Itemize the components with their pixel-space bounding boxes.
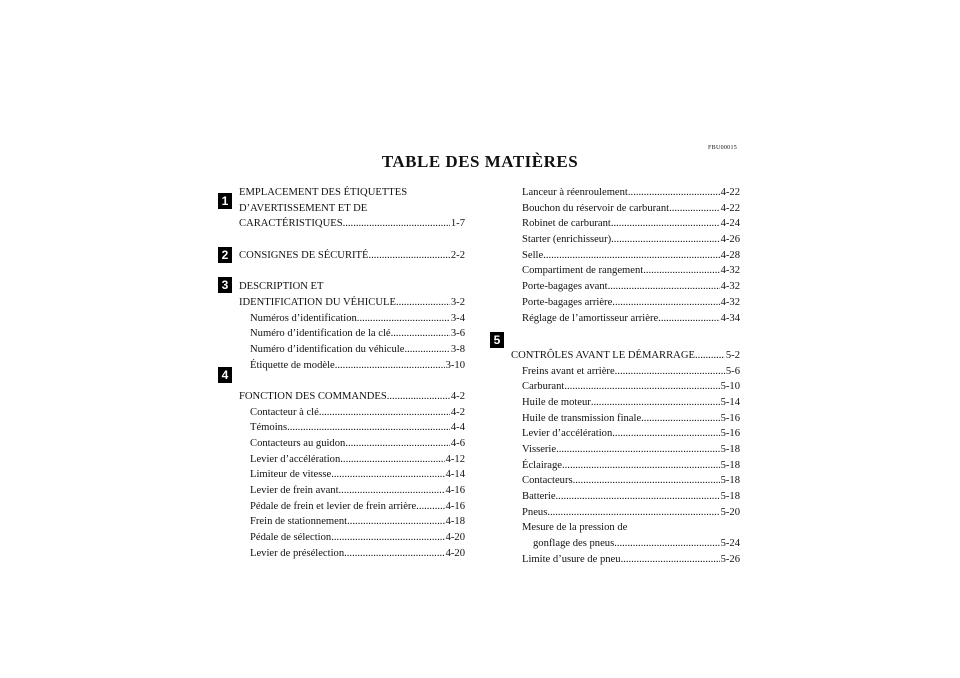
toc-entry[interactable]: Levier d’accélération ..... 4-12: [239, 452, 465, 468]
entry-label: CARACTÉRISTIQUES: [239, 218, 343, 230]
toc-entry[interactable]: Porte-bagages arrière ..... 4-32: [511, 295, 740, 311]
toc-entry[interactable]: Limite d’usure de pneu ..... 5-26: [511, 552, 740, 568]
toc-entry[interactable]: Porte-bagages avant ..... 4-32: [511, 279, 740, 295]
toc-entry-label-line: Mesure de la pression de: [522, 522, 628, 534]
section-tab-4: 4: [218, 367, 232, 383]
toc-entry[interactable]: Pneus ..... 5-20: [511, 505, 740, 521]
toc-entry[interactable]: Visserie ..... 5-18: [511, 442, 740, 458]
toc-entry[interactable]: Contacteurs au guidon ..... 4-6: [239, 436, 465, 452]
toc-entry[interactable]: Étiquette de modèle ..... 3-10: [239, 358, 465, 374]
toc-entry[interactable]: Levier de frein avant ..... 4-16: [239, 483, 465, 499]
toc-entry[interactable]: Pédale de frein et levier de frein arrière ..... 4-16: [239, 499, 465, 515]
entry-page: 1-7: [450, 218, 465, 230]
toc-entry-section-3[interactable]: [239, 295, 465, 311]
document-code: FBU00015: [708, 145, 738, 151]
section-tab-1: 1: [218, 193, 232, 209]
toc-entry[interactable]: Compartiment de rangement ..... 4-32: [511, 263, 740, 279]
toc-entry-section-2[interactable]: [239, 248, 465, 264]
entry-label: IDENTIFICATION DU VÉHICULE: [239, 296, 396, 308]
entry-label: CONSIGNES DE SÉCURITÉ: [239, 249, 369, 261]
toc-entry[interactable]: Pédale de sélection ..... 4-20: [239, 530, 465, 546]
toc-entry[interactable]: Témoins ..... 4-4: [239, 420, 465, 436]
toc-entry[interactable]: gonflage des pneus ..... 5-24: [511, 536, 740, 552]
toc-entry[interactable]: Éclairage ..... 5-18: [511, 458, 740, 474]
toc-entry[interactable]: Numéro d’identification de la clé ..... 3-6: [239, 326, 465, 342]
section-tab-3: 3: [218, 277, 232, 293]
section-3-heading-line: DESCRIPTION ET: [239, 281, 324, 293]
toc-entry[interactable]: Limiteur de vitesse ..... 4-14: [239, 467, 465, 483]
toc-entry[interactable]: Robinet de carburant ..... 4-24: [511, 216, 740, 232]
entry-label: FONCTION DES COMMANDES: [239, 390, 387, 402]
toc-entry-section-4[interactable]: [239, 389, 465, 405]
page-title: TABLE DES MATIÈRES: [381, 152, 579, 171]
toc-entry-section-1[interactable]: [239, 216, 465, 232]
toc-right-column: [511, 185, 740, 568]
entry-page: 5-2: [725, 349, 740, 361]
toc-left-column: [239, 185, 465, 562]
entry-page: 2-2: [450, 249, 465, 261]
toc-entry[interactable]: Frein de stationnement ..... 4-18: [239, 514, 465, 530]
toc-entry[interactable]: Batterie ..... 5-18: [511, 489, 740, 505]
toc-entry[interactable]: Selle ..... 4-28: [511, 248, 740, 264]
entry-label: CONTRÔLES AVANT LE DÉMARRAGE: [511, 349, 695, 361]
toc-entry[interactable]: Bouchon du réservoir de carburant ..... 4-22: [511, 201, 740, 217]
entry-page: 3-2: [450, 296, 465, 308]
toc-entry[interactable]: Numéros d’identification ..... 3-4: [239, 311, 465, 327]
toc-entry[interactable]: Huile de transmission finale ..... 5-16: [511, 411, 740, 427]
toc-entry[interactable]: Contacteur à clé ..... 4-2: [239, 405, 465, 421]
toc-entry[interactable]: Carburant ..... 5-10: [511, 379, 740, 395]
toc-entry[interactable]: Huile de moteur ..... 5-14: [511, 395, 740, 411]
toc-entry[interactable]: Contacteurs ..... 5-18: [511, 473, 740, 489]
toc-entry[interactable]: Levier d’accélération ..... 5-16: [511, 426, 740, 442]
toc-entry-section-5[interactable]: [511, 348, 740, 364]
toc-entry[interactable]: Lanceur à réenroulement ..... 4-22: [511, 185, 740, 201]
toc-entry[interactable]: Freins avant et arrière ..... 5-6: [511, 364, 740, 380]
section-1-heading-line: D’AVERTISSEMENT ET DE: [239, 202, 368, 214]
entry-page: 4-2: [450, 390, 465, 402]
section-tab-5: 5: [490, 332, 504, 348]
toc-entry[interactable]: Starter (enrichisseur) ..... 4-26: [511, 232, 740, 248]
toc-entry[interactable]: Numéro d’identification du véhicule ..... 3-8: [239, 342, 465, 358]
toc-entry[interactable]: Levier de présélection ..... 4-20: [239, 546, 465, 562]
section-tab-2: 2: [218, 247, 232, 263]
section-1-heading-line: EMPLACEMENT DES ÉTIQUETTES: [239, 187, 408, 198]
toc-entry[interactable]: Réglage de l’amortisseur arrière ..... 4-34: [511, 311, 740, 327]
